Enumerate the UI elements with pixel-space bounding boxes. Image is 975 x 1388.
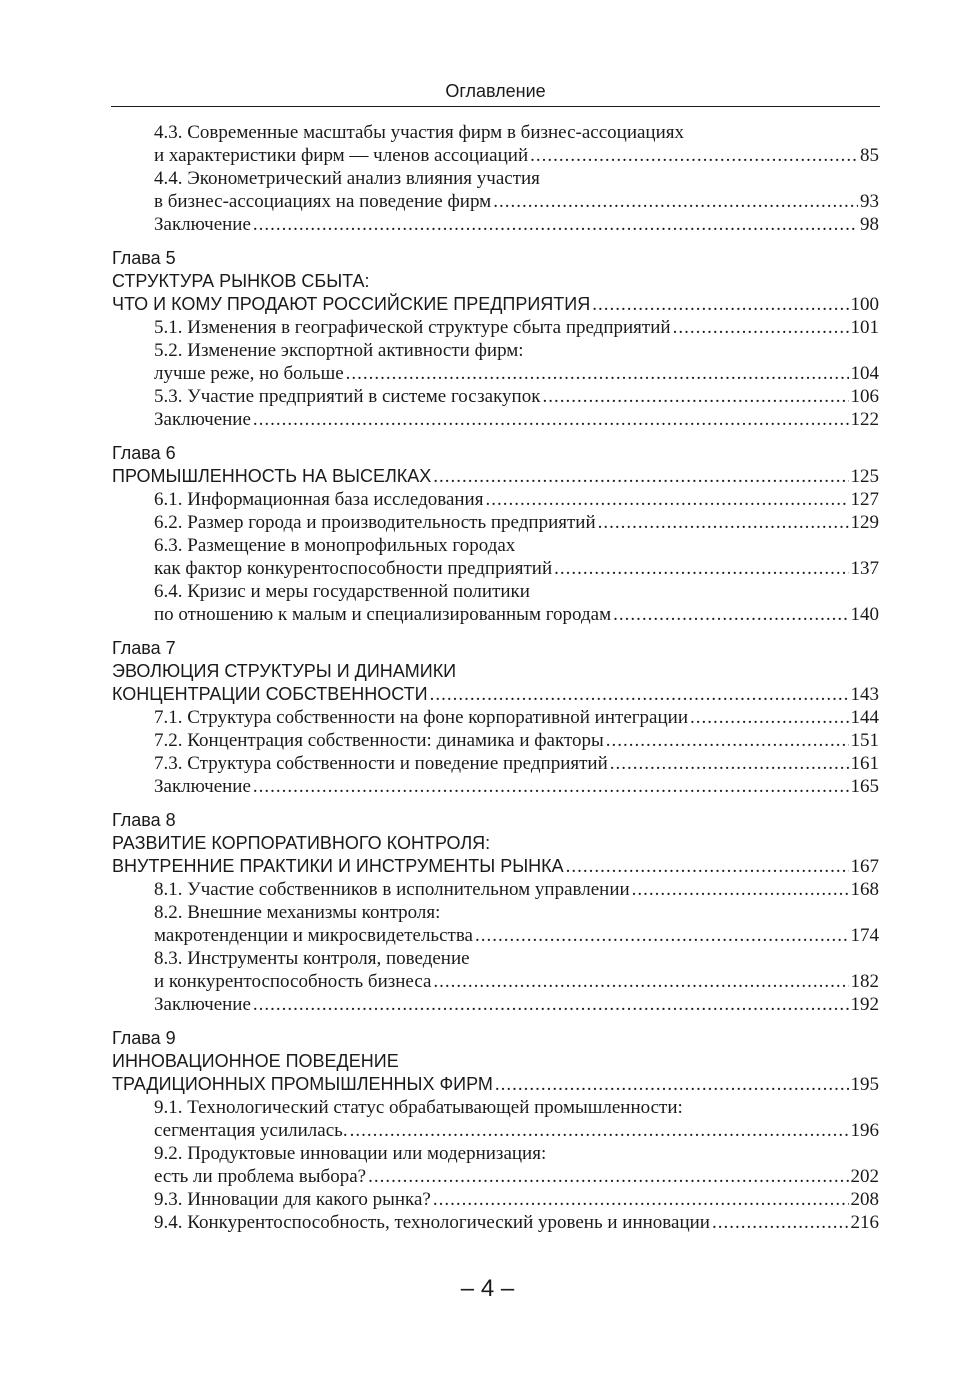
dot-leader <box>253 993 849 1016</box>
toc-entry-text: Заключение <box>154 994 251 1015</box>
dot-leader <box>350 1119 849 1142</box>
chapter-section <box>112 442 879 626</box>
toc-entry[interactable] <box>112 167 879 213</box>
toc-entry[interactable] <box>112 947 879 993</box>
toc-entry-line <box>112 213 879 236</box>
toc-entry[interactable] <box>112 385 879 408</box>
toc-entry[interactable] <box>112 775 879 798</box>
toc-entry-text: 8.1. Участие собственников в исполнительном управлении <box>154 879 630 900</box>
chapter-title-line[interactable] <box>112 465 879 488</box>
toc-entry-line <box>112 190 879 213</box>
toc-entry-text: лучше реже, но больше <box>154 363 344 384</box>
toc-page-number: 196 <box>850 1120 879 1141</box>
toc-entry-text: 4.3. Современные масштабы участия фирм в бизнес-ассоциациях <box>154 122 684 143</box>
toc-page-number: 165 <box>850 776 879 797</box>
toc-entry-line <box>112 167 879 190</box>
chapter-label[interactable]: Глава 9 <box>112 1028 176 1048</box>
dot-leader <box>485 488 848 511</box>
toc-entry-line <box>112 878 879 901</box>
toc-page-number: 93 <box>860 191 879 212</box>
chapter-label[interactable]: Глава 7 <box>112 638 176 658</box>
toc-entry-line <box>112 1119 879 1142</box>
toc-entry-line <box>112 752 879 775</box>
dot-leader <box>566 855 849 878</box>
chapter-title-line[interactable] <box>112 855 879 878</box>
toc-entry-line <box>112 316 879 339</box>
dot-leader <box>475 924 849 947</box>
chapter-label[interactable]: Глава 5 <box>112 248 176 268</box>
toc-entry-line <box>112 408 879 431</box>
dot-leader <box>592 293 848 316</box>
dot-leader <box>613 603 848 626</box>
chapter-section <box>112 637 879 798</box>
toc-page-number: 216 <box>850 1212 879 1233</box>
toc-entry-line <box>112 488 879 511</box>
chapter-title-line[interactable] <box>112 683 879 706</box>
toc-entry[interactable] <box>112 339 879 385</box>
toc-entry-text: Заключение <box>154 214 251 235</box>
toc-entry-line <box>112 993 879 1016</box>
toc-entry-line <box>112 385 879 408</box>
toc-entry-text: 5.1. Изменения в географической структуре сбыта предприятий <box>154 317 671 338</box>
dot-leader <box>542 385 848 408</box>
toc-entry-line <box>112 901 879 924</box>
toc-page-number: 208 <box>850 1189 879 1210</box>
toc-entry-line <box>112 339 879 362</box>
toc-page-number: 106 <box>850 386 879 407</box>
toc-entry-line <box>112 1096 879 1119</box>
toc-page-number: 174 <box>850 925 879 946</box>
toc-entry-text: 7.2. Концентрация собственности: динамика и факторы <box>154 730 604 751</box>
toc-entry[interactable] <box>112 213 879 236</box>
toc-entry-text: и характеристики фирм — членов ассоциаций <box>154 145 529 166</box>
dot-leader <box>712 1211 849 1234</box>
chapter-title-text: ТРАДИЦИОННЫХ ПРОМЫШЛЕННЫХ ФИРМ <box>112 1074 493 1094</box>
chapter-page-number: 167 <box>850 856 879 877</box>
toc-entry-line <box>112 924 879 947</box>
toc-page-number: 104 <box>850 363 879 384</box>
toc-entry[interactable] <box>112 121 879 167</box>
toc-entry-line <box>112 775 879 798</box>
dot-leader <box>433 970 848 993</box>
toc-entry[interactable] <box>112 878 879 901</box>
toc-entry[interactable] <box>112 752 879 775</box>
dot-leader <box>495 1073 849 1096</box>
toc-entry-text: 9.3. Инновации для какого рынка? <box>154 1189 431 1210</box>
toc-page-number: 144 <box>850 707 879 728</box>
toc-entry[interactable] <box>112 729 879 752</box>
toc-entry[interactable] <box>112 408 879 431</box>
toc-page-number: 98 <box>860 214 879 235</box>
toc-entry-text: Заключение <box>154 776 251 797</box>
toc-entry-text: 6.3. Размещение в монопрофильных городах <box>154 535 516 556</box>
toc-entry-line <box>112 144 879 167</box>
toc-entry[interactable] <box>112 1211 879 1234</box>
dot-leader <box>690 706 849 729</box>
toc-entry[interactable] <box>112 993 879 1016</box>
toc-entry-line <box>112 947 879 970</box>
toc-entry-text: 7.1. Структура собственности на фоне корпоративной интеграции <box>154 707 688 728</box>
dot-leader <box>493 190 858 213</box>
toc-entry[interactable] <box>112 1096 879 1142</box>
dot-leader <box>598 511 849 534</box>
dot-leader <box>253 775 849 798</box>
page-number: – 4 – <box>460 1275 515 1302</box>
dot-leader <box>368 1165 848 1188</box>
header-title: Оглавление <box>445 81 546 101</box>
toc-entry-text: 8.3. Инструменты контроля, поведение <box>154 948 470 969</box>
chapter-page-number: 195 <box>850 1074 879 1095</box>
toc-entry-text: 5.3. Участие предприятий в системе госзакупок <box>154 386 541 407</box>
toc-page-number: 127 <box>850 489 879 510</box>
dot-leader <box>554 557 848 580</box>
toc-entry-line <box>112 729 879 752</box>
chapter-title-text: ЧТО И КОМУ ПРОДАЮТ РОССИЙСКИЕ ПРЕДПРИЯТИЯ <box>112 294 591 314</box>
toc-entry-line <box>112 534 879 557</box>
toc-page-number: 85 <box>860 145 879 166</box>
chapter-section <box>112 1027 879 1234</box>
toc-entry[interactable] <box>112 488 879 511</box>
toc-entry-text: 9.2. Продуктовые инновации или модернизация: <box>154 1143 547 1164</box>
toc-entry-text: 6.1. Информационная база исследования <box>154 489 484 510</box>
dot-leader <box>673 316 849 339</box>
toc-page-number: 161 <box>850 753 879 774</box>
toc-entry-line <box>112 706 879 729</box>
toc-entry-line <box>112 511 879 534</box>
dot-leader <box>430 683 849 706</box>
toc-page-number: 202 <box>850 1166 879 1187</box>
toc-entry-text: 9.1. Технологический статус обрабатывающей промышленности: <box>154 1097 683 1118</box>
toc-entry-line <box>112 580 879 603</box>
toc-entry-line <box>112 557 879 580</box>
dot-leader <box>606 729 849 752</box>
chapter-title-line[interactable]: ИННОВАЦИОННОЕ ПОВЕДЕНИЕ <box>112 1051 399 1071</box>
chapter-label[interactable]: Глава 8 <box>112 810 176 830</box>
toc-entry-line <box>112 1142 879 1165</box>
dot-leader <box>433 1188 849 1211</box>
toc-entry-text: есть ли проблема выбора? <box>154 1166 367 1187</box>
chapter-page-number: 143 <box>850 684 879 705</box>
toc-entry[interactable] <box>112 580 879 626</box>
chapter-title-line[interactable] <box>112 1073 879 1096</box>
toc-entry-text: 9.4. Конкурентоспособность, технологический уровень и инновации <box>154 1212 710 1233</box>
chapter-title-line[interactable]: РАЗВИТИЕ КОРПОРАТИВНОГО КОНТРОЛЯ: <box>112 833 491 853</box>
toc-entry-line <box>112 970 879 993</box>
chapter-title-text: ВНУТРЕННИЕ ПРАКТИКИ И ИНСТРУМЕНТЫ РЫНКА <box>112 856 564 876</box>
toc-entry-line <box>112 603 879 626</box>
chapter-page-number: 125 <box>850 466 879 487</box>
toc-entry-text: 4.4. Эконометрический анализ влияния участия <box>154 168 540 189</box>
toc-entry[interactable] <box>112 534 879 580</box>
toc-entry-text: 6.2. Размер города и производительность предприятий <box>154 512 596 533</box>
toc-entry-text: сегментация усилилась. <box>154 1120 348 1141</box>
toc-entry-text: 7.3. Структура собственности и поведение предприятий <box>154 753 608 774</box>
chapter-title-line[interactable]: ЭВОЛЮЦИЯ СТРУКТУРЫ И ДИНАМИКИ <box>112 661 457 681</box>
toc-entry-text: макротенденции и микросвидетельства <box>154 925 473 946</box>
toc-entry[interactable] <box>112 511 879 534</box>
toc-entry[interactable] <box>112 1188 879 1211</box>
toc-page-number: 192 <box>850 994 879 1015</box>
chapter-title-text: КОНЦЕНТРАЦИИ СОБСТВЕННОСТИ <box>112 684 428 704</box>
toc-entry-line <box>112 362 879 385</box>
toc-page-number: 122 <box>850 409 879 430</box>
dot-leader <box>530 144 858 167</box>
chapter-title-line[interactable]: СТРУКТУРА РЫНКОВ СБЫТА: <box>112 271 370 291</box>
toc-entry-line <box>112 1188 879 1211</box>
toc-entry-line <box>112 1211 879 1234</box>
toc-entry[interactable] <box>112 901 879 947</box>
chapter-title-line[interactable] <box>112 293 879 316</box>
toc-entry-text: и конкурентоспособность бизнеса <box>154 971 432 992</box>
chapter-section <box>112 809 879 1016</box>
toc-entry-line <box>112 121 879 144</box>
toc-entry-line <box>112 1165 879 1188</box>
toc-page-number: 168 <box>850 879 879 900</box>
chapter-title-text: ПРОМЫШЛЕННОСТЬ НА ВЫСЕЛКАХ <box>112 466 432 486</box>
toc-page-number: 137 <box>850 558 879 579</box>
toc-entry[interactable] <box>112 706 879 729</box>
toc-entry-text: Заключение <box>154 409 251 430</box>
toc-page-number: 182 <box>850 971 879 992</box>
toc-entry[interactable] <box>112 1142 879 1188</box>
toc-page-number: 140 <box>850 604 879 625</box>
toc-entry-text: 6.4. Кризис и меры государственной политики <box>154 581 530 602</box>
toc-entry-text: 5.2. Изменение экспортной активности фирм: <box>154 340 524 361</box>
dot-leader <box>433 465 848 488</box>
toc-page-number: 151 <box>850 730 879 751</box>
toc-page-number: 101 <box>850 317 879 338</box>
dot-leader <box>346 362 849 385</box>
dot-leader <box>253 213 858 236</box>
dot-leader <box>253 408 849 431</box>
dot-leader <box>632 878 849 901</box>
toc-entry-text: в бизнес-ассоциациях на поведение фирм <box>154 191 492 212</box>
chapter-label[interactable]: Глава 6 <box>112 443 176 463</box>
table-of-contents <box>112 121 879 1234</box>
running-header <box>111 78 880 107</box>
toc-page-number: 129 <box>850 512 879 533</box>
toc-entry-text: 8.2. Внешние механизмы контроля: <box>154 902 441 923</box>
chapter-section <box>112 247 879 431</box>
toc-entry-text: по отношению к малым и специализированным городам <box>154 604 612 625</box>
dot-leader <box>610 752 849 775</box>
toc-entry-text: как фактор конкурентоспособности предприятий <box>154 558 553 579</box>
toc-entry[interactable] <box>112 316 879 339</box>
chapter-page-number: 100 <box>850 294 879 315</box>
